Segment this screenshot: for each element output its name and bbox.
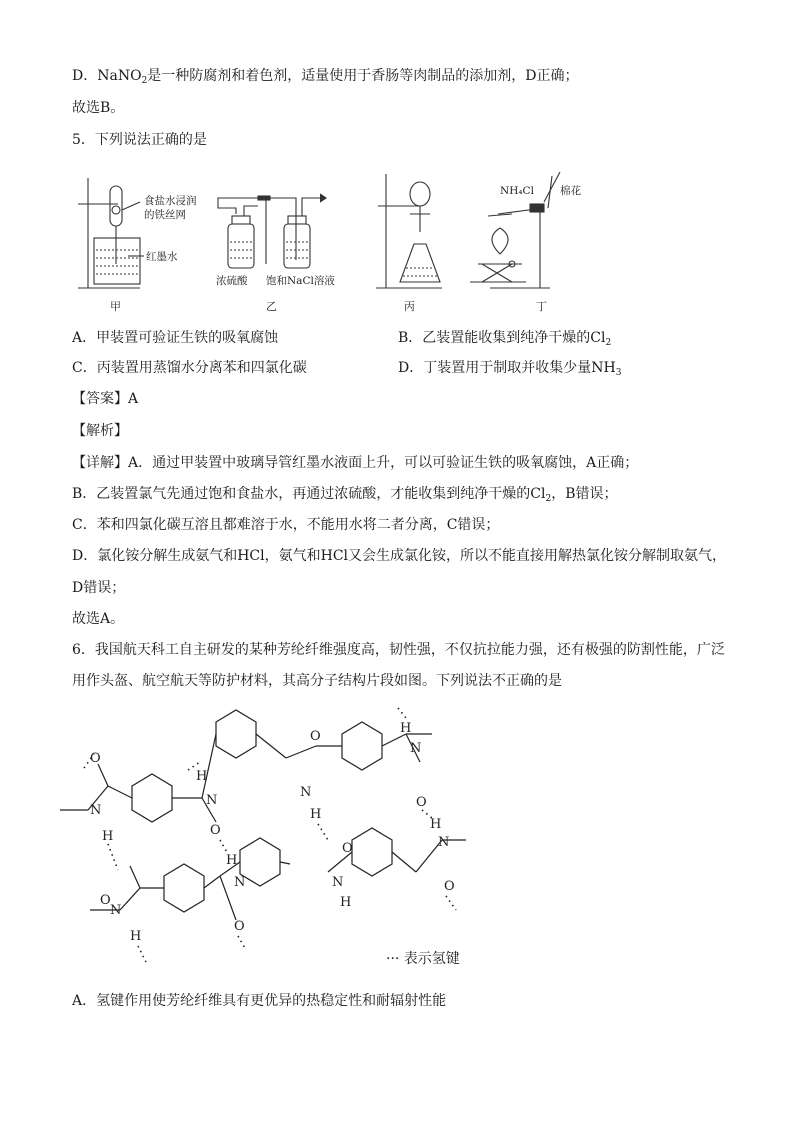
subscript: 2 (605, 338, 612, 348)
q5-detail-d2: D错误； (72, 580, 126, 596)
atom-h: H (130, 929, 142, 944)
jia-caption: 甲 (110, 300, 121, 313)
answer-tag: 【答案】 (72, 391, 128, 407)
atom-h: H (196, 769, 208, 784)
structure-bonds (60, 710, 466, 920)
atom-n: N (90, 803, 102, 818)
atom-n: N (300, 785, 312, 800)
hydrogen-bonds (84, 708, 456, 962)
apparatus-bing (376, 174, 442, 288)
jia-label-3: 红墨水 (146, 251, 178, 263)
aramid-structure-figure (60, 700, 540, 970)
benzene-ring (240, 838, 280, 886)
atom-h: H (340, 895, 352, 910)
apparatus-yi (218, 194, 326, 268)
atom-n: N (234, 875, 246, 890)
q5-option-a: A．甲装置可验证生铁的吸氧腐蚀 (72, 330, 279, 346)
benzene-ring (132, 774, 172, 822)
ding-caption: 丁 (536, 300, 547, 313)
ding-label-right: 棉花 (560, 185, 581, 197)
atom-o: O (90, 751, 101, 766)
q5-detail-a (72, 453, 638, 473)
atom-o: O (342, 841, 353, 856)
text: D．丁装置用于制取并收集少量NH (398, 360, 616, 376)
jia-label-1: 食盐水浸润 (144, 195, 197, 207)
q5-stem: 5．下列说法正确的是 (72, 132, 207, 148)
q5-answer (72, 389, 138, 409)
jia-label-2: 的铁丝网 (144, 209, 186, 221)
subscript: 2 (141, 76, 148, 86)
atom-n: N (410, 741, 422, 756)
atom-h: H (226, 853, 238, 868)
atom-o: O (444, 879, 455, 894)
text: A．通过甲装置中玻璃导管红墨水液面上升，可以可验证生铁的吸氧腐蚀，A正确； (128, 455, 639, 471)
bing-caption: 丙 (404, 300, 415, 313)
yi-caption: 乙 (266, 300, 277, 313)
atom-n: N (206, 793, 218, 808)
atom-o: O (416, 795, 427, 810)
atom-o: O (100, 893, 111, 908)
q5-detail-c: C．苯和四氯化碳互溶且都难溶于水，不能用水将二者分离，C错误； (72, 517, 500, 533)
atom-o: O (310, 729, 321, 744)
atom-o: O (210, 823, 221, 838)
q5-option-c: C．丙装置用蒸馏水分离苯和四氯化碳 (72, 360, 307, 376)
atom-h: H (102, 829, 114, 844)
atom-o: O (234, 919, 245, 934)
q5-detail-d1: D．氯化铵分解生成氨气和HCl，氨气和HCl又会生成氯化铵，所以不能直接用解热氯化铵分解制取氨气， (72, 548, 727, 564)
ding-label-left: NH₄Cl (500, 185, 534, 197)
benzene-ring (164, 864, 204, 912)
q6-stem-2: 用作头盔、航空航天等防护材料，其高分子结构片段如图。下列说法不正确的是 (72, 673, 562, 689)
prev-option-d (72, 66, 579, 86)
text: ，B错误； (551, 486, 618, 502)
benzene-ring (352, 828, 392, 876)
atom-n: N (110, 903, 122, 918)
atom-h: H (400, 721, 412, 736)
text: B．乙装置氯气先通过饱和食盐水，再通过浓硫酸，才能收集到纯净干燥的Cl (72, 486, 546, 502)
yi-label-left: 浓硫酸 (216, 275, 248, 287)
q5-detail-b (72, 484, 618, 504)
text: 是一种防腐剂和着色剂，适量使用于香肠等肉制品的添加剂，D正确； (147, 68, 579, 84)
atom-n: N (438, 835, 450, 850)
atom-n: N (332, 875, 344, 890)
answer-value: A (128, 391, 139, 407)
hydrogen-bond-legend: ··· 表示氢键 (386, 951, 460, 967)
apparatus-figure (70, 168, 581, 318)
q6-option-a: A．氢键作用使芳纶纤维具有更优异的热稳定性和耐辐射性能 (72, 993, 447, 1009)
benzene-ring (342, 722, 382, 770)
benzene-ring (216, 710, 256, 758)
text: D．NaNO (72, 68, 142, 84)
text: B．乙装置能收集到纯净干燥的Cl (398, 330, 606, 346)
q5-analysis-tag: 【解析】 (72, 423, 128, 439)
yi-label-right: 饱和NaCl溶液 (266, 275, 335, 287)
subscript: 3 (615, 368, 622, 378)
subscript: 2 (545, 494, 552, 504)
detail-tag: 【详解】 (72, 455, 128, 471)
apparatus-jia (78, 178, 144, 288)
q5-conclusion: 故选A。 (72, 611, 125, 627)
q5-option-d (398, 358, 621, 378)
atom-labels (90, 721, 455, 944)
q5-option-b (398, 328, 611, 348)
atom-h: H (310, 807, 322, 822)
atom-h: H (430, 817, 442, 832)
q6-stem-1: 6．我国航天科工自主研发的某种芳纶纤维强度高，韧性强，不仅抗拉能力强，还有极强的防割性能，广泛 (72, 642, 725, 658)
prev-conclusion: 故选B。 (72, 100, 125, 116)
